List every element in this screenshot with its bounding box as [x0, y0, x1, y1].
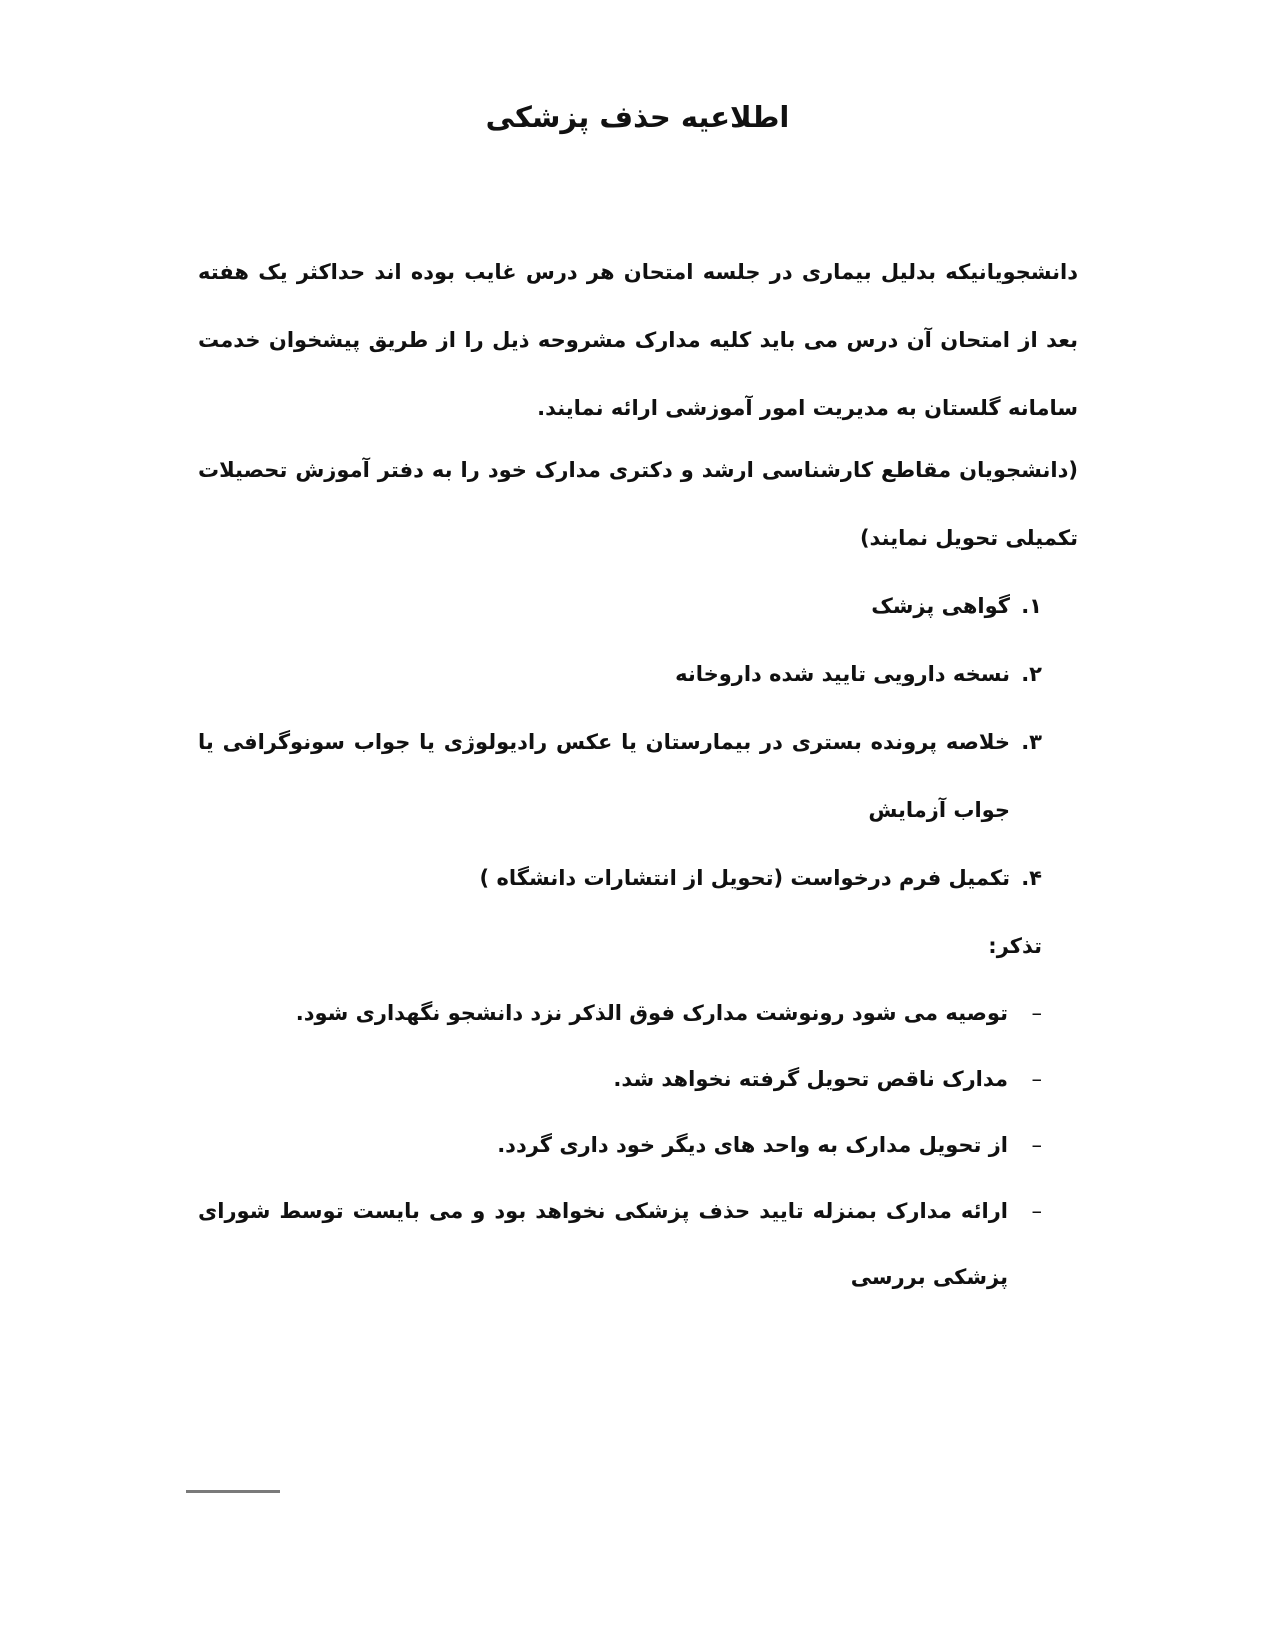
list-item — [198, 844, 1042, 912]
list-item-number: ۳. — [1021, 730, 1042, 754]
dash-marker: – — [1031, 1133, 1042, 1157]
document-body — [198, 238, 1078, 1310]
list-item-text: خلاصه پرونده بستری در بیمارستان یا عکس رادیولوژی یا جواب سونوگرافی یا جواب آزمایش — [198, 730, 1010, 822]
notes-list — [198, 980, 1078, 1310]
graduate-note-paragraph: (دانشجویان مقاطع کارشناسی ارشد و دکتری مدارک خود را به دفتر آموزش تحصیلات تکمیلی تحویل نمایند) — [198, 458, 1078, 550]
note-text: مدارک ناقص تحویل گرفته نخواهد شد. — [613, 1067, 1008, 1091]
note-item — [198, 1112, 1042, 1178]
list-item — [198, 572, 1042, 640]
note-item — [198, 1178, 1042, 1310]
list-item-number: ۱. — [1021, 594, 1042, 618]
note-label: تذکر: — [988, 934, 1042, 958]
list-item-text: گواهی پزشک — [871, 594, 1010, 618]
page-title: اطلاعیه حذف پزشکی — [485, 100, 790, 134]
note-text: ارائه مدارک بمنزله تایید حذف پزشکی نخواهد بود و می بایست توسط شورای پزشکی بررسی — [198, 1199, 1008, 1289]
required-documents-list — [198, 572, 1078, 912]
dash-marker: – — [1031, 1001, 1042, 1025]
list-item-text: تکمیل فرم درخواست (تحویل از انتشارات دانشگاه ) — [479, 866, 1010, 890]
note-item — [198, 1046, 1042, 1112]
note-text: توصیه می شود رونوشت مدارک فوق الذکر نزد دانشجو نگهداری شود. — [295, 1001, 1008, 1025]
note-text: از تحویل مدارک به واحد های دیگر خود داری گردد. — [497, 1133, 1008, 1157]
intro-paragraph: دانشجویانیکه بدلیل بیماری در جلسه امتحان هر درس غایب بوده اند حداکثر یک هفته بعد از امتحان آن درس می باید کلیه مدارک مشروحه ذیل را از طریق پیشخوان خدمت سامانه گلستان به مدیریت امور آموزشی ارائه نمایند. — [198, 260, 1078, 420]
footnote-separator — [186, 1490, 280, 1493]
dash-marker: – — [1031, 1199, 1042, 1223]
list-item-number: ۴. — [1021, 866, 1042, 890]
dash-marker: – — [1031, 1067, 1042, 1091]
list-item-number: ۲. — [1021, 662, 1042, 686]
list-item — [198, 640, 1042, 708]
list-item — [198, 708, 1042, 844]
list-item-text: نسخه دارویی تایید شده داروخانه — [675, 662, 1010, 686]
note-item — [198, 980, 1042, 1046]
